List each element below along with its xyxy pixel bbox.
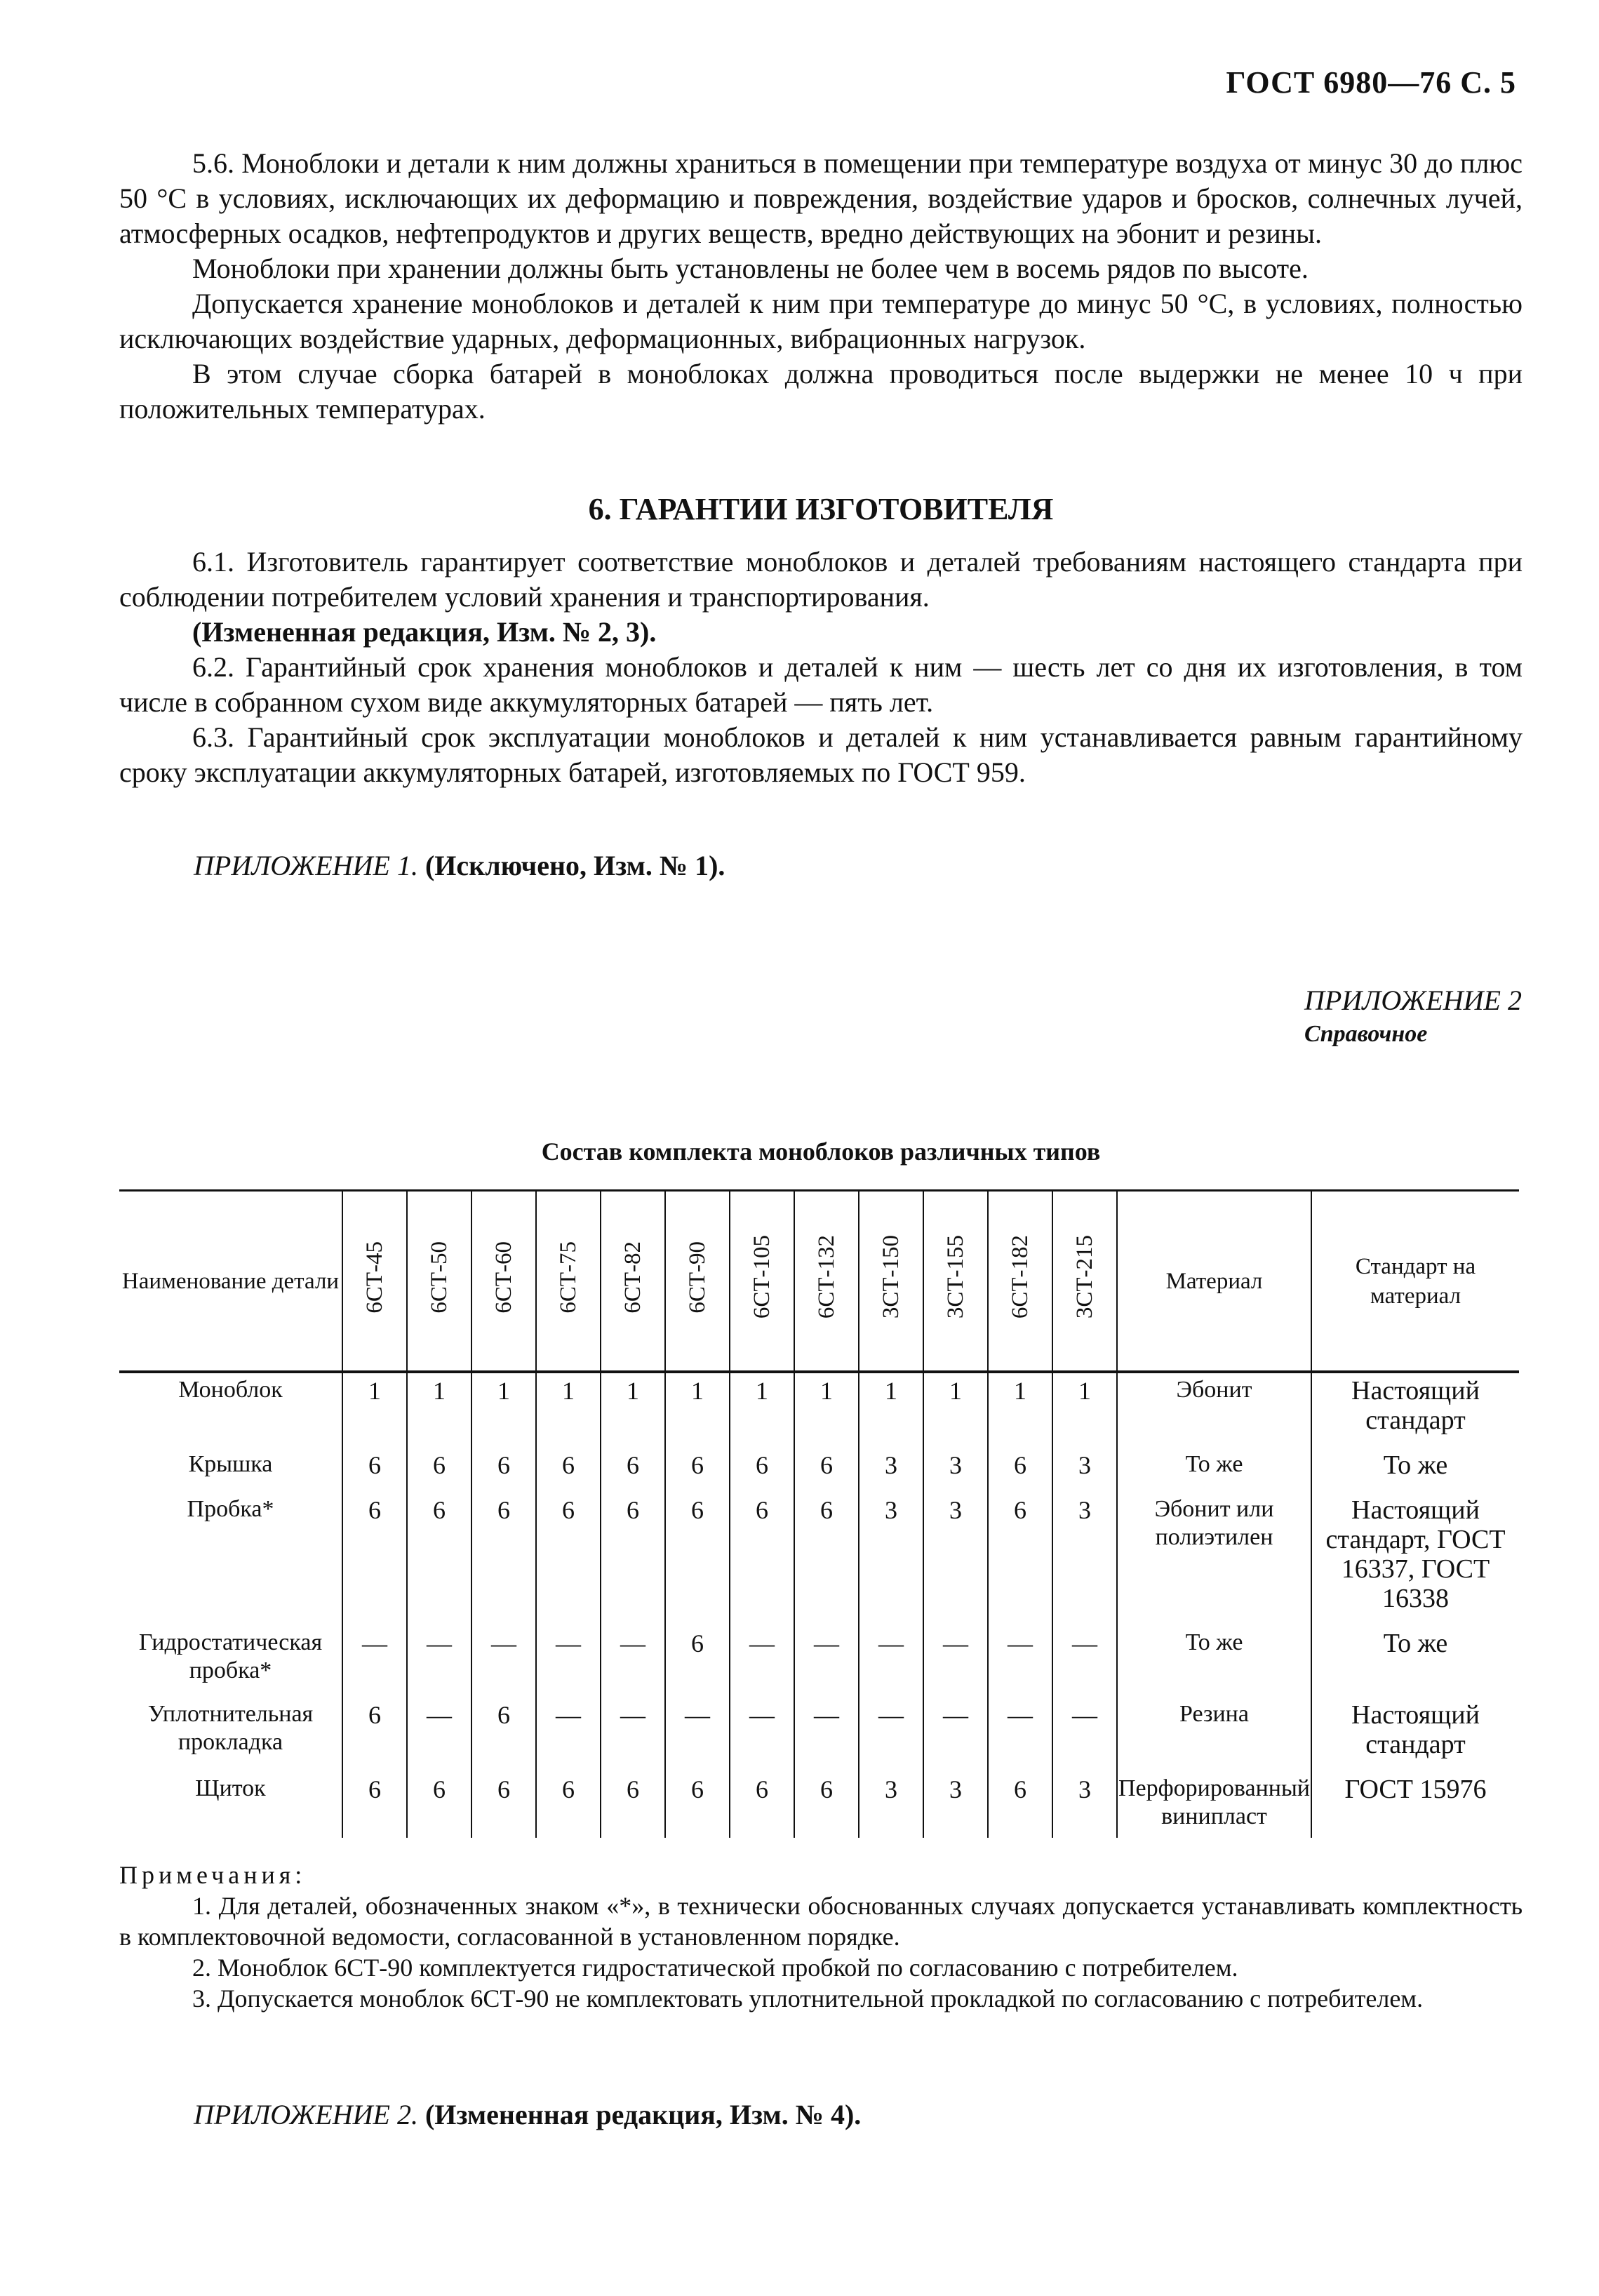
cell-standard: ГОСТ 15976 <box>1311 1772 1519 1838</box>
header-type: 6СТ-182 <box>988 1191 1052 1373</box>
notes-block <box>119 1860 1523 2014</box>
cell-part-name: Уплотнительная прокладка <box>147 1701 314 1755</box>
cell-quantity: — <box>794 1626 859 1697</box>
header-type: 6СТ-132 <box>794 1191 859 1373</box>
cell-quantity: 3 <box>923 1448 988 1493</box>
notes-title: Примечания: <box>119 1861 307 1889</box>
paragraph-5-6: 5.6. Моноблоки и детали к ним должны храниться в помещении при температуре воздуха от минус 30 до плюс 50 °С в условиях, исключающих их деформацию и повреждения, воздействие ударов и бросков, солнечных лучей, атмосферных осадков, нефтепродуктов и других веществ, вредно действующих на эбонит и резины. <box>119 147 1523 249</box>
cell-quantity: 1 <box>1052 1372 1117 1448</box>
section-6-text <box>119 545 1523 790</box>
cell-quantity: — <box>1052 1626 1117 1697</box>
cell-quantity: 3 <box>1052 1493 1117 1626</box>
cell-quantity: 6 <box>794 1493 859 1626</box>
cell-part-name: Моноблок <box>178 1377 283 1403</box>
cell-standard: Настоящий стандарт, ГОСТ 16337, ГОСТ 16338 <box>1311 1493 1519 1626</box>
appendix-2-heading <box>1304 984 1522 1051</box>
cell-quantity: 1 <box>730 1372 794 1448</box>
cell-quantity: — <box>407 1626 471 1697</box>
cell-quantity: 6 <box>342 1493 407 1626</box>
paragraph-6-1-edit: (Измененная редакция, Изм. № 2, 3). <box>192 616 657 648</box>
cell-quantity: — <box>536 1697 601 1772</box>
cell-quantity: 6 <box>536 1493 601 1626</box>
header-type: 3СТ-155 <box>923 1191 988 1373</box>
cell-quantity: — <box>988 1697 1052 1772</box>
cell-quantity: 3 <box>923 1493 988 1626</box>
cell-quantity: 6 <box>471 1697 536 1772</box>
cell-quantity: 6 <box>407 1493 471 1626</box>
appendix-1-note: (Исключено, Изм. № 1). <box>424 850 725 881</box>
cell-quantity: 6 <box>536 1772 601 1838</box>
table-row <box>119 1493 1519 1626</box>
cell-quantity: 6 <box>730 1493 794 1626</box>
cell-quantity: — <box>859 1626 923 1697</box>
table-row <box>119 1772 1519 1838</box>
cell-quantity: 1 <box>536 1372 601 1448</box>
header-type: 6СТ-105 <box>730 1191 794 1373</box>
cell-quantity: 6 <box>471 1448 536 1493</box>
table-row <box>119 1697 1519 1772</box>
section-6-title: 6. ГАРАНТИИ ИЗГОТОВИТЕЛЯ <box>588 492 1054 526</box>
appendix-2-end-label: ПРИЛОЖЕНИЕ 2. <box>194 2099 418 2130</box>
appendix-2-edit-line <box>194 2098 861 2131</box>
cell-quantity: — <box>923 1697 988 1772</box>
paragraph-6-1: 6.1. Изготовитель гарантирует соответствие моноблоков и деталей требованиям настоящего стандарта при соблюдении потребителем условий хранения и транспортирования. <box>119 546 1523 613</box>
cell-quantity: — <box>601 1626 665 1697</box>
cell-quantity: 6 <box>988 1493 1052 1626</box>
cell-quantity: 6 <box>794 1772 859 1838</box>
cell-quantity: 3 <box>859 1493 923 1626</box>
cell-quantity: 6 <box>794 1448 859 1493</box>
paragraph-assembly: В этом случае сборка батарей в моноблоках должна проводиться после выдержки не менее 10 ч при положительных температурах. <box>119 358 1523 425</box>
cell-quantity: 6 <box>665 1493 730 1626</box>
appendix-1-label: ПРИЛОЖЕНИЕ 1. <box>194 850 418 881</box>
document-header: ГОСТ 6980—76 С. 5 <box>1226 65 1516 100</box>
note-3: 3. Допускается моноблок 6СТ-90 не комплектовать уплотнительной прокладкой по согласованию с потребителем. <box>192 1984 1424 2013</box>
header-standard: Стандарт на материал <box>1311 1191 1519 1373</box>
header-type: 6СТ-82 <box>601 1191 665 1373</box>
header-name: Наименование детали <box>119 1191 342 1373</box>
cell-quantity: 6 <box>601 1772 665 1838</box>
cell-quantity: — <box>471 1626 536 1697</box>
cell-part-name: Гидростатическая пробка* <box>138 1629 323 1683</box>
cell-standard: Настоящий стандарт <box>1311 1372 1519 1448</box>
cell-quantity: 6 <box>342 1697 407 1772</box>
cell-quantity: — <box>536 1626 601 1697</box>
cell-quantity: — <box>923 1626 988 1697</box>
note-2: 2. Моноблок 6СТ-90 комплектуется гидростатической пробкой по согласованию с потребителем. <box>192 1954 1238 1982</box>
cell-quantity: 6 <box>730 1772 794 1838</box>
paragraph-6-3: 6.3. Гарантийный срок эксплуатации моноблоков и деталей к ним устанавливается равным гарантийному сроку эксплуатации аккумуляторных батарей, изготовляемых по ГОСТ 959. <box>119 721 1523 788</box>
section-5-text <box>119 146 1523 427</box>
cell-part-name: Крышка <box>188 1451 273 1477</box>
cell-quantity: 6 <box>342 1772 407 1838</box>
cell-quantity: 6 <box>665 1626 730 1697</box>
paragraph-storage-cold: Допускается хранение моноблоков и деталей к ним при температуре до минус 50 °С, в условиях, полностью исключающих воздействие ударных, деформационных, вибрационных нагрузок. <box>119 288 1523 354</box>
cell-quantity: 3 <box>1052 1772 1117 1838</box>
cell-material: Эбонит <box>1117 1372 1311 1448</box>
cell-quantity: 6 <box>536 1448 601 1493</box>
cell-quantity: 3 <box>859 1448 923 1493</box>
cell-material: Эбонит или полиэтилен <box>1117 1493 1311 1626</box>
cell-quantity: 6 <box>342 1448 407 1493</box>
composition-table <box>119 1189 1519 1838</box>
header-type: 6СТ-60 <box>471 1191 536 1373</box>
header-type: 6СТ-90 <box>665 1191 730 1373</box>
cell-part-name: Пробка* <box>187 1496 274 1522</box>
table-row <box>119 1448 1519 1493</box>
appendix-2-end-note: (Измененная редакция, Изм. № 4). <box>424 2099 862 2130</box>
cell-quantity: — <box>601 1697 665 1772</box>
paragraph-6-2: 6.2. Гарантийный срок хранения моноблоков и деталей к ним — шесть лет со дня их изготовления, в том числе в собранном сухом виде аккумуляторных батарей — пять лет. <box>119 651 1523 718</box>
cell-quantity: 1 <box>794 1372 859 1448</box>
cell-quantity: 6 <box>407 1772 471 1838</box>
cell-quantity: — <box>794 1697 859 1772</box>
cell-quantity: 6 <box>988 1772 1052 1838</box>
cell-quantity: — <box>730 1626 794 1697</box>
cell-quantity: 6 <box>601 1493 665 1626</box>
cell-quantity: 1 <box>665 1372 730 1448</box>
cell-material: Резина <box>1117 1697 1311 1772</box>
cell-quantity: 6 <box>407 1448 471 1493</box>
cell-quantity: — <box>1052 1697 1117 1772</box>
cell-quantity: — <box>342 1626 407 1697</box>
cell-quantity: 6 <box>601 1448 665 1493</box>
table-header-row <box>119 1191 1519 1373</box>
cell-quantity: — <box>859 1697 923 1772</box>
cell-quantity: 3 <box>1052 1448 1117 1493</box>
note-1: 1. Для деталей, обозначенных знаком «*», в технически обоснованных случаях допускается устанавливать комплектность в комплектовочной ведомости, согласованной в установленном порядке. <box>119 1892 1523 1951</box>
cell-quantity: — <box>988 1626 1052 1697</box>
appendix-2-subtitle: Справочное <box>1304 1021 1428 1047</box>
appendix-1-line <box>194 849 725 882</box>
header-type: 6СТ-45 <box>342 1191 407 1373</box>
cell-quantity: 6 <box>665 1448 730 1493</box>
cell-quantity: 1 <box>988 1372 1052 1448</box>
cell-quantity: 1 <box>859 1372 923 1448</box>
cell-quantity: 6 <box>988 1448 1052 1493</box>
cell-quantity: 1 <box>923 1372 988 1448</box>
table-row <box>119 1626 1519 1697</box>
cell-quantity: — <box>730 1697 794 1772</box>
cell-material: То же <box>1117 1626 1311 1697</box>
header-type: 6СТ-50 <box>407 1191 471 1373</box>
header-type: 3СТ-150 <box>859 1191 923 1373</box>
cell-material: То же <box>1117 1448 1311 1493</box>
cell-standard: То же <box>1311 1448 1519 1493</box>
table-title: Состав комплекта моноблоков различных типов <box>541 1137 1101 1166</box>
cell-quantity: 1 <box>407 1372 471 1448</box>
cell-standard: Настоящий стандарт <box>1311 1697 1519 1772</box>
table-row <box>119 1372 1519 1448</box>
header-type: 3СТ-215 <box>1052 1191 1117 1373</box>
cell-part-name: Щиток <box>195 1775 266 1801</box>
cell-quantity: 3 <box>859 1772 923 1838</box>
cell-quantity: — <box>407 1697 471 1772</box>
cell-quantity: 6 <box>471 1772 536 1838</box>
header-material: Материал <box>1117 1191 1311 1373</box>
appendix-2-label: ПРИЛОЖЕНИЕ 2 <box>1304 985 1522 1016</box>
cell-quantity: 6 <box>471 1493 536 1626</box>
paragraph-storage-rows: Моноблоки при хранении должны быть установлены не более чем в восемь рядов по высоте. <box>192 253 1309 284</box>
cell-material: Перфорированный винипласт <box>1117 1772 1311 1838</box>
cell-quantity: 1 <box>342 1372 407 1448</box>
cell-quantity: — <box>665 1697 730 1772</box>
header-type: 6СТ-75 <box>536 1191 601 1373</box>
cell-quantity: 1 <box>601 1372 665 1448</box>
cell-quantity: 6 <box>730 1448 794 1493</box>
cell-quantity: 1 <box>471 1372 536 1448</box>
cell-quantity: 3 <box>923 1772 988 1838</box>
cell-standard: То же <box>1311 1626 1519 1697</box>
cell-quantity: 6 <box>665 1772 730 1838</box>
